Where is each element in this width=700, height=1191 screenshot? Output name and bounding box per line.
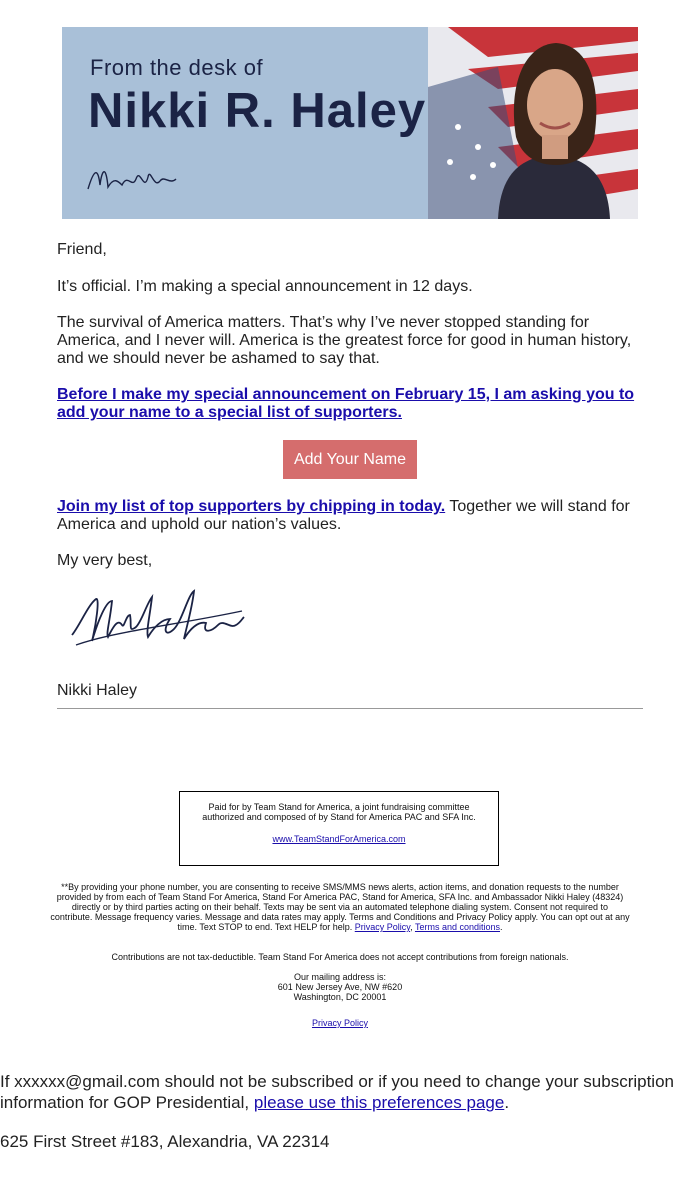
- subscription-text: If xxxxxx@gmail.com should not be subscribed or if you need to change your subscription information for GOP Presidential,: [0, 1072, 674, 1112]
- contributions-notice: Contributions are not tax-deductible. Team Stand For America does not accept contributions from foreign nationals.: [111, 952, 569, 962]
- paid-for-text: Paid for by Team Stand for America, a joint fundraising committee authorized and composed of by Stand for America PAC and SFA Inc.: [202, 802, 476, 822]
- privacy-policy-row: [50, 1018, 630, 1028]
- paragraph-survival: The survival of America matters. That’s why I’ve never stopped standing for America, and I never will. America is the greatest force for good in human history, and we should never be ashamed to say that.: [57, 314, 632, 367]
- privacy-policy-inline-link[interactable]: Privacy Policy: [354, 922, 411, 932]
- paragraph-announcement: It’s official. I’m making a special announcement in 12 days.: [57, 278, 473, 295]
- banner-signature-image: [84, 159, 180, 199]
- mailing-city: Washington, DC 20001: [293, 992, 387, 1002]
- signature-image: [66, 585, 250, 657]
- add-name-link-paragraph: [57, 386, 643, 422]
- company-address: 625 First Street #183, Alexandria, VA 22314: [0, 1132, 330, 1151]
- privacy-policy-link[interactable]: Privacy Policy: [311, 1018, 368, 1028]
- mailing-address: [50, 972, 630, 1002]
- sms-notice-text: **By providing your phone number, you are consenting to receive SMS/MMS news alerts, action items, and donation requests to the number provided by from each of Team Stand For America, Stand For America PAC, Stand for America, SFA Inc. and Ambassador Nikki Haley (48324) directly or by third parties acting on their behalf. Texts may be sent via an automated telephone dialing system. Consent not required to contribute. Message frequency varies. Message and data rates may apply. Terms and Conditions and Privacy Policy apply. You can opt out at any time. Text STOP to end. Text HELP for help.: [50, 882, 630, 932]
- header-banner: [62, 27, 638, 219]
- subscription-end: .: [504, 1093, 510, 1112]
- join-paragraph-text: Together we will stand for America and uphold our nation’s values.: [57, 498, 630, 533]
- divider: [57, 708, 643, 709]
- subscription-notice: [0, 1071, 690, 1113]
- sms-notice: [50, 882, 630, 932]
- banner-title: Nikki R. Haley: [88, 84, 427, 138]
- mailing-street: 601 New Jersey Ave, NW #620: [277, 982, 403, 992]
- nikki-haley-portrait-image: [478, 27, 628, 219]
- add-your-name-button[interactable]: Add Your Name: [283, 440, 417, 479]
- terms-link[interactable]: Terms and conditions: [414, 922, 500, 932]
- sms-period: .: [500, 922, 503, 932]
- greeting: Friend,: [57, 241, 107, 258]
- preferences-page-link[interactable]: please use this preferences page: [253, 1093, 505, 1112]
- chip-in-link[interactable]: Join my list of top supporters by chipping in today.: [57, 498, 446, 515]
- banner-subtitle: From the desk of: [90, 55, 264, 80]
- closing: My very best,: [57, 552, 153, 569]
- mailing-label: Our mailing address is:: [293, 972, 387, 982]
- sms-separator: ,: [410, 922, 415, 932]
- add-name-link[interactable]: Before I make my special announcement on February 15, I am asking you to add your name to a special list of supporters.: [57, 386, 635, 421]
- paragraph-join: [57, 498, 643, 534]
- signature-name: Nikki Haley: [57, 682, 138, 699]
- website-link[interactable]: www.TeamStandForAmerica.com: [272, 834, 406, 844]
- paid-for-box: [179, 791, 499, 866]
